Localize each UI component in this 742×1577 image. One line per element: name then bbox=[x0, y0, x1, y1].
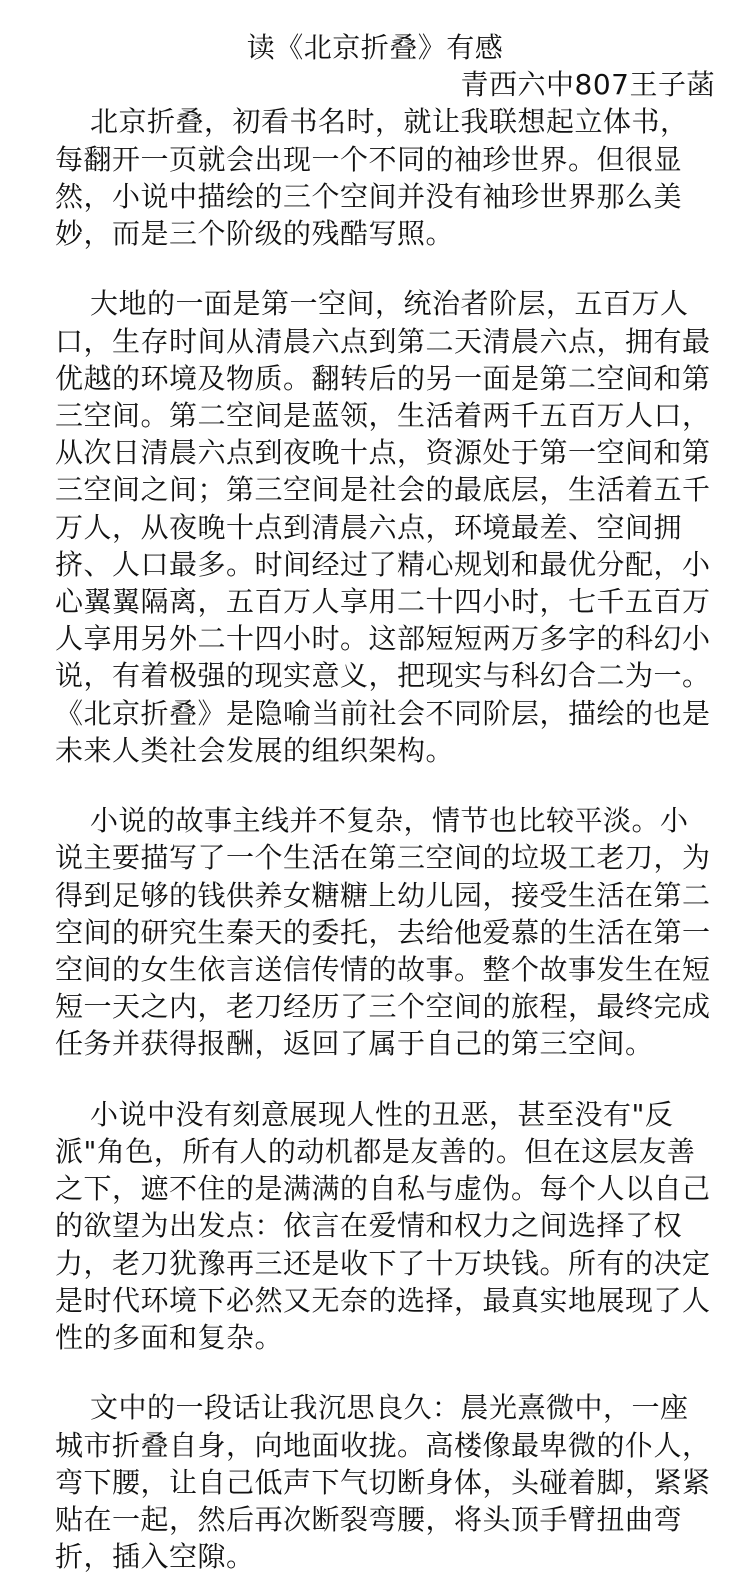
paragraph-line: 万人，从夜晚十点到清晨六点，环境最差、空间拥 bbox=[55, 510, 683, 544]
paragraph-line-row bbox=[55, 399, 715, 436]
paragraph bbox=[55, 287, 715, 771]
essay-title-row bbox=[35, 31, 715, 68]
paragraph-line-row bbox=[55, 1391, 715, 1428]
paragraph bbox=[55, 1391, 715, 1577]
paragraph-line: 性的多面和复杂。 bbox=[55, 1321, 284, 1355]
paragraph-line-row bbox=[55, 1321, 715, 1358]
essay-document bbox=[55, 31, 715, 1577]
paragraph-line: 力，老刀犹豫再三还是收下了十万块钱。所有的决定 bbox=[55, 1246, 711, 1280]
paragraph-line: 从次日清晨六点到夜晚十点，资源处于第一空间和第 bbox=[55, 436, 711, 470]
paragraph-line: 优越的环境及物质。翻转后的另一面是第二空间和第 bbox=[55, 361, 711, 395]
paragraph-line: 折，插入空隙。 bbox=[55, 1540, 255, 1574]
paragraph-line: 妙，而是三个阶级的残酷写照。 bbox=[55, 217, 455, 251]
paragraph-line: 未来人类社会发展的组织架构。 bbox=[55, 733, 455, 767]
paragraph-line: 小说的故事主线并不复杂，情节也比较平淡。小 bbox=[90, 804, 689, 838]
paragraph-line: 文中的一段话让我沉思良久：晨光熹微中，一座 bbox=[90, 1391, 689, 1425]
paragraph-line: 派"角色，所有人的动机都是友善的。但在这层友善 bbox=[55, 1135, 696, 1169]
paragraph-line-row bbox=[55, 105, 715, 142]
paragraph-line-row bbox=[55, 1247, 715, 1284]
paragraph-line: 是时代环境下必然又无奈的选择，最真实地展现了人 bbox=[55, 1283, 711, 1317]
paragraph-line-row bbox=[55, 548, 715, 585]
paragraph-line: 说主要描写了一个生活在第三空间的垃圾工老刀，为 bbox=[55, 841, 711, 875]
paragraph-line-row bbox=[55, 734, 715, 771]
paragraph-line-row bbox=[55, 622, 715, 659]
paragraph-line: 挤、人口最多。时间经过了精心规划和最优分配，小 bbox=[55, 547, 711, 581]
paragraph-line-row bbox=[55, 1284, 715, 1321]
essay-body bbox=[55, 105, 715, 1577]
paragraph-line-row bbox=[55, 362, 715, 399]
paragraph-line: 每翻开一页就会出现一个不同的袖珍世界。但很显 bbox=[55, 142, 683, 176]
paragraph-line-row bbox=[55, 697, 715, 734]
paragraph-line: 城市折叠自身，向地面收拢。高楼像最卑微的仆人， bbox=[55, 1428, 711, 1462]
paragraph-line: 口，生存时间从清晨六点到第二天清晨六点，拥有最 bbox=[55, 324, 711, 358]
paragraph-gap bbox=[55, 1065, 715, 1098]
paragraph-line-row bbox=[55, 325, 715, 362]
paragraph-line-row bbox=[55, 1135, 715, 1172]
paragraph-line: 三空间之间；第三空间是社会的最底层，生活着五千 bbox=[55, 473, 711, 507]
paragraph-line-row bbox=[55, 879, 715, 916]
paragraph-line-row bbox=[55, 841, 715, 878]
paragraph-line-row bbox=[55, 804, 715, 841]
paragraph-line-row bbox=[55, 1540, 715, 1577]
paragraph-line-row bbox=[55, 1027, 715, 1064]
paragraph-line-row bbox=[55, 1172, 715, 1209]
paragraph-line-row bbox=[55, 217, 715, 254]
paragraph-line-row bbox=[55, 180, 715, 217]
paragraph-line-row bbox=[55, 1466, 715, 1503]
paragraph-line: 的欲望为出发点：依言在爱情和权力之间选择了权 bbox=[55, 1209, 683, 1243]
author-row bbox=[55, 68, 715, 105]
paragraph-line-row bbox=[55, 473, 715, 510]
paragraph-line: 之下，遮不住的是满满的自私与虚伪。每个人以自己 bbox=[55, 1172, 711, 1206]
paragraph-gap bbox=[55, 771, 715, 804]
paragraph-line: 小说中没有刻意展现人性的丑恶，甚至没有"反 bbox=[90, 1097, 674, 1131]
paragraph-line-row bbox=[55, 1503, 715, 1540]
paragraph-line: 北京折叠，初看书名时，就让我联想起立体书， bbox=[90, 105, 689, 139]
paragraph-line-row bbox=[55, 585, 715, 622]
paragraph-line: 然，小说中描绘的三个空间并没有袖珍世界那么美 bbox=[55, 179, 683, 213]
paragraph-gap bbox=[55, 254, 715, 287]
paragraph-gap bbox=[55, 1358, 715, 1391]
paragraph-line-row bbox=[55, 1098, 715, 1135]
paragraph-line-row bbox=[55, 287, 715, 324]
paragraph-line-row bbox=[55, 511, 715, 548]
paragraph bbox=[55, 1098, 715, 1358]
paragraph-line: 空间的研究生秦天的委托，去给他爱慕的生活在第一 bbox=[55, 915, 711, 949]
paragraph-line: 空间的女生依言送信传情的故事。整个故事发生在短 bbox=[55, 953, 711, 987]
paragraph-line-row bbox=[55, 990, 715, 1027]
paragraph-line-row bbox=[55, 143, 715, 180]
paragraph-line: 心翼翼隔离，五百万人享用二十四小时，七千五百万 bbox=[55, 585, 711, 619]
paragraph-line: 得到足够的钱供养女糖糖上幼儿园，接受生活在第二 bbox=[55, 878, 711, 912]
paragraph-line: 短一天之内，老刀经历了三个空间的旅程，最终完成 bbox=[55, 990, 711, 1024]
paragraph-line: 说，有着极强的现实意义，把现实与科幻合二为一。 bbox=[55, 659, 711, 693]
paragraph-line: 贴在一起，然后再次断裂弯腰，将头顶手臂扭曲弯 bbox=[55, 1503, 683, 1537]
paragraph-line-row bbox=[55, 659, 715, 696]
paragraph bbox=[55, 105, 715, 254]
paragraph bbox=[55, 804, 715, 1064]
author-byline: 青西六中807王子菡 bbox=[460, 68, 715, 102]
paragraph-line: 弯下腰，让自己低声下气切断身体，头碰着脚，紧紧 bbox=[55, 1465, 711, 1499]
paragraph-line-row bbox=[55, 916, 715, 953]
essay-title: 读《北京折叠》有感 bbox=[246, 31, 504, 64]
paragraph-line-row bbox=[55, 1209, 715, 1246]
paragraph-line-row bbox=[55, 436, 715, 473]
paragraph-line: 三空间。第二空间是蓝领，生活着两千五百万人口， bbox=[55, 399, 711, 433]
paragraph-line: 大地的一面是第一空间，统治者阶层，五百万人 bbox=[90, 287, 689, 321]
paragraph-line-row bbox=[55, 1429, 715, 1466]
paragraph-line-row bbox=[55, 953, 715, 990]
paragraph-line: 任务并获得报酬，返回了属于自己的第三空间。 bbox=[55, 1027, 654, 1061]
paragraph-line: 《北京折叠》是隐喻当前社会不同阶层，描绘的也是 bbox=[55, 696, 711, 730]
paragraph-line: 人享用另外二十四小时。这部短短两万多字的科幻小 bbox=[55, 622, 711, 656]
